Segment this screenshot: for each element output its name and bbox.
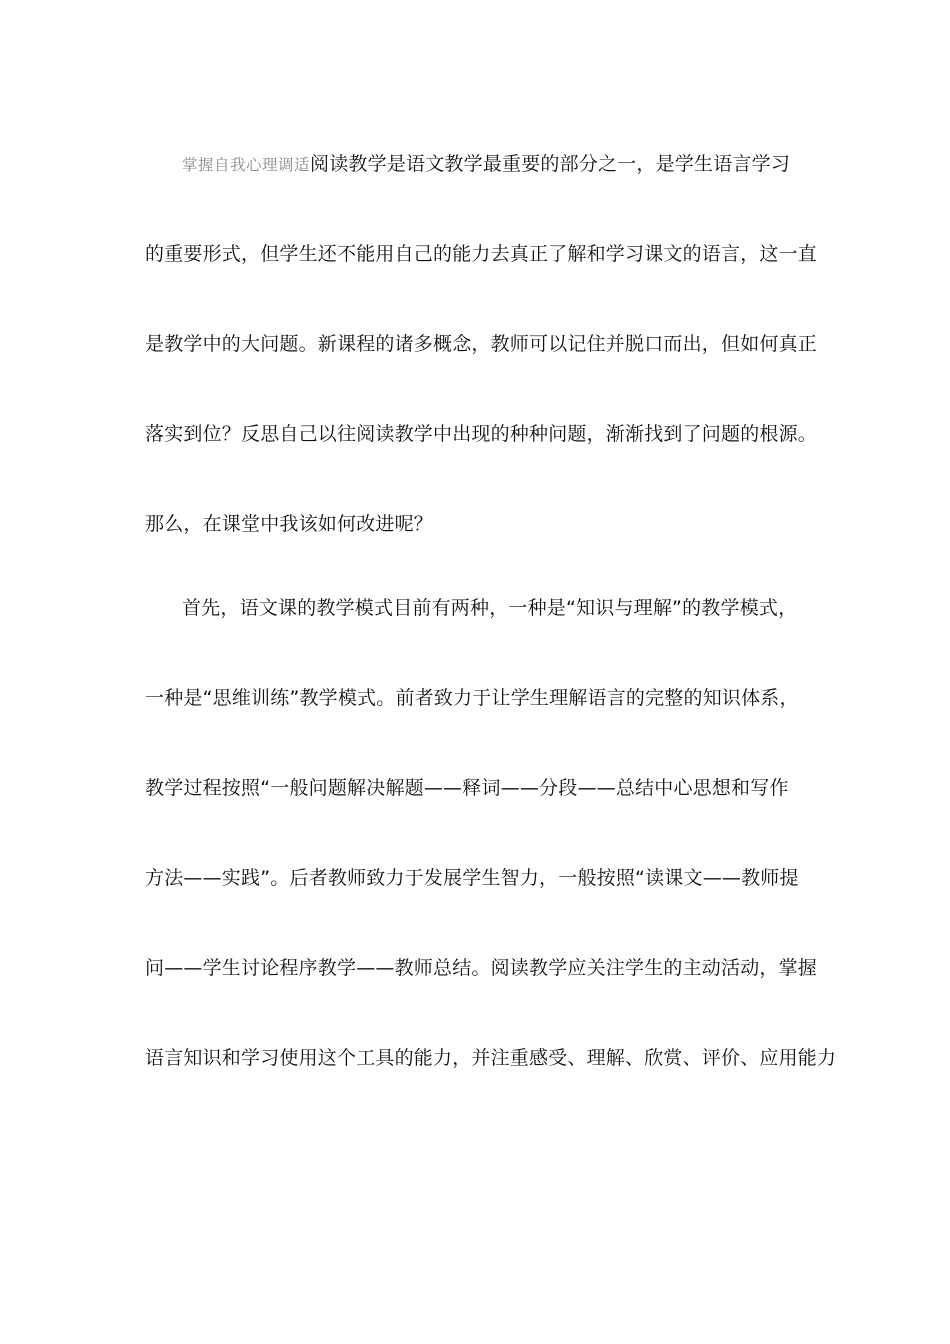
paragraph-2-line-2: 一种是“思维训练”教学模式。前者致力于让学生理解语言的完整的知识体系， xyxy=(145,687,799,709)
paragraph-1-line-1-text: 阅读教学是语文教学最重要的部分之一，是学生语言学习 xyxy=(310,153,791,175)
paragraph-2-line-4: 方法——实践”。后者教师致力于发展学生智力，一般按照“读课文——教师提 xyxy=(145,867,799,889)
paragraph-1-line-5: 那么，在课堂中我该如何改进呢？ xyxy=(145,513,434,535)
paragraph-1-line-4: 落实到位？反思自己以往阅读教学中出现的种种问题，渐渐找到了问题的根源。 xyxy=(145,423,818,445)
paragraph-1-line-2: 的重要形式，但学生还不能用自己的能力去真正了解和学习课文的语言，这一直 xyxy=(145,243,818,265)
paragraph-2-line-1: 首先，语文课的教学模式目前有两种，一种是“知识与理解”的教学模式， xyxy=(182,597,798,619)
paragraph-2-line-5: 问——学生讨论程序教学——教师总结。阅读教学应关注学生的主动活动，掌握 xyxy=(145,957,818,979)
paragraph-1-line-1 xyxy=(182,151,807,178)
paragraph-2-line-6: 语言知识和学习使用这个工具的能力，并注重感受、理解、欣赏、评价、应用能力 xyxy=(145,1047,837,1069)
document-title-tag: 掌握自我心理调适 xyxy=(182,156,311,174)
paragraph-2-line-3: 教学过程按照“一般问题解决解题——释词——分段——总结中心思想和写作 xyxy=(145,777,789,799)
paragraph-1-line-3: 是教学中的大问题。新课程的诸多概念，教师可以记住并脱口而出，但如何真正 xyxy=(145,333,818,355)
